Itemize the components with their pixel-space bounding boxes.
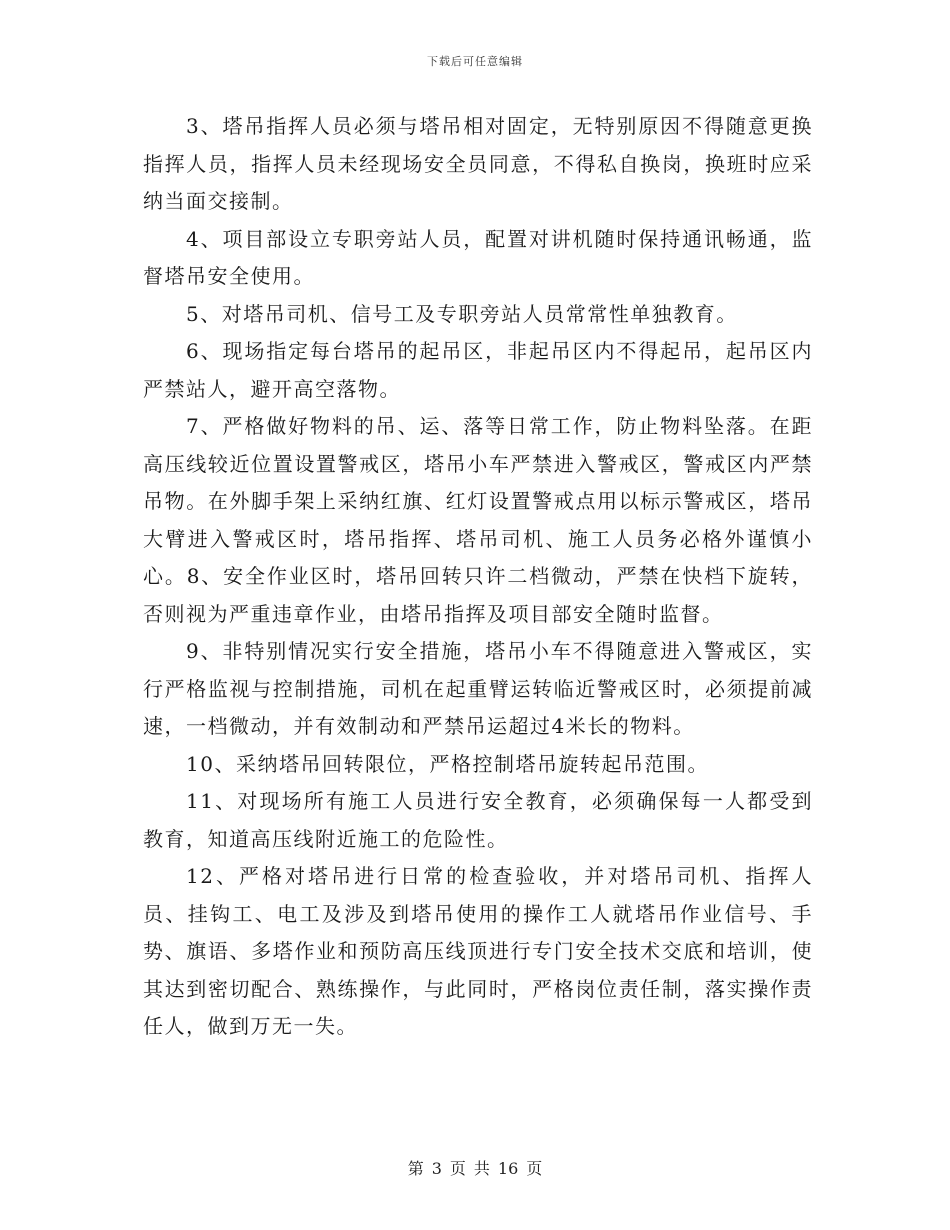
paragraph-10: 10、采纳塔吊回转限位，严格控制塔吊旋转起吊范围。: [186, 751, 709, 776]
paragraph-12: 12、严格对塔吊进行日常的检查验收，并对塔吊司机、指挥人员、挂钩工、电工及涉及到塔吊使用的操作工人就塔吊作业信号、手势、旗语、多塔作业和预防高压线顶进行专门安全技术交底和培训，使其达到密切配合、熟练操作，与此同时，严格岗位责任制，落实操作责任人，做到万无一失。: [143, 864, 813, 1038]
paragraph-3: 3、塔吊指挥人员必须与塔吊相对固定，无特别原因不得随意更换指挥人员，指挥人员未经现场安全员同意，不得私自换岗，换班时应采纳当面交接制。: [143, 114, 813, 213]
paragraph-9: 9、非特别情况实行安全措施，塔吊小车不得随意进入警戒区，实行严格监视与控制措施，司机在起重臂运转临近警戒区时，必须提前减速，一档微动，并有效制动和严禁吊运超过4米长的物料。: [143, 639, 813, 738]
footer-suffix: 页: [526, 1159, 543, 1178]
footer-current-page: 3: [431, 1159, 442, 1178]
footer-prefix: 第: [407, 1159, 424, 1178]
footer-page-word: 页: [449, 1159, 466, 1178]
paragraph-7: 7、严格做好物料的吊、运、落等日常工作，防止物料坠落。在距高压线较近位置设置警戒区，塔吊小车严禁进入警戒区，警戒区内严禁吊物。在外脚手架上采纳红旗、红灯设置警戒点用以标示警戒区，塔吊大臂进入警戒区时，塔吊指挥、塔吊司机、施工人员务必格外谨慎小心。8、安全作业区时，塔吊回转只许二档微动，严禁在快档下旋转，否则视为严重违章作业，由塔吊指挥及项目部安全随时监督。: [143, 414, 813, 626]
paragraph-11: 11、对现场所有施工人员进行安全教育，必须确保每一人都受到教育，知道高压线附近施工的危险性。: [143, 789, 813, 851]
page-header-note: 下载后可任意编辑: [427, 55, 523, 68]
footer-total-word: 共: [473, 1159, 490, 1178]
paragraph-6: 6、现场指定每台塔吊的起吊区，非起吊区内不得起吊，起吊区内严禁站人，避开高空落物。: [143, 339, 813, 401]
footer-total-pages: 16: [497, 1159, 519, 1178]
page-number-footer: [0, 1156, 950, 1179]
document-body: [143, 108, 813, 1046]
paragraph-5: 5、对塔吊司机、信号工及专职旁站人员常常性单独教育。: [186, 301, 738, 326]
paragraph-4: 4、项目部设立专职旁站人员，配置对讲机随时保持通讯畅通，监督塔吊安全使用。: [143, 226, 813, 288]
